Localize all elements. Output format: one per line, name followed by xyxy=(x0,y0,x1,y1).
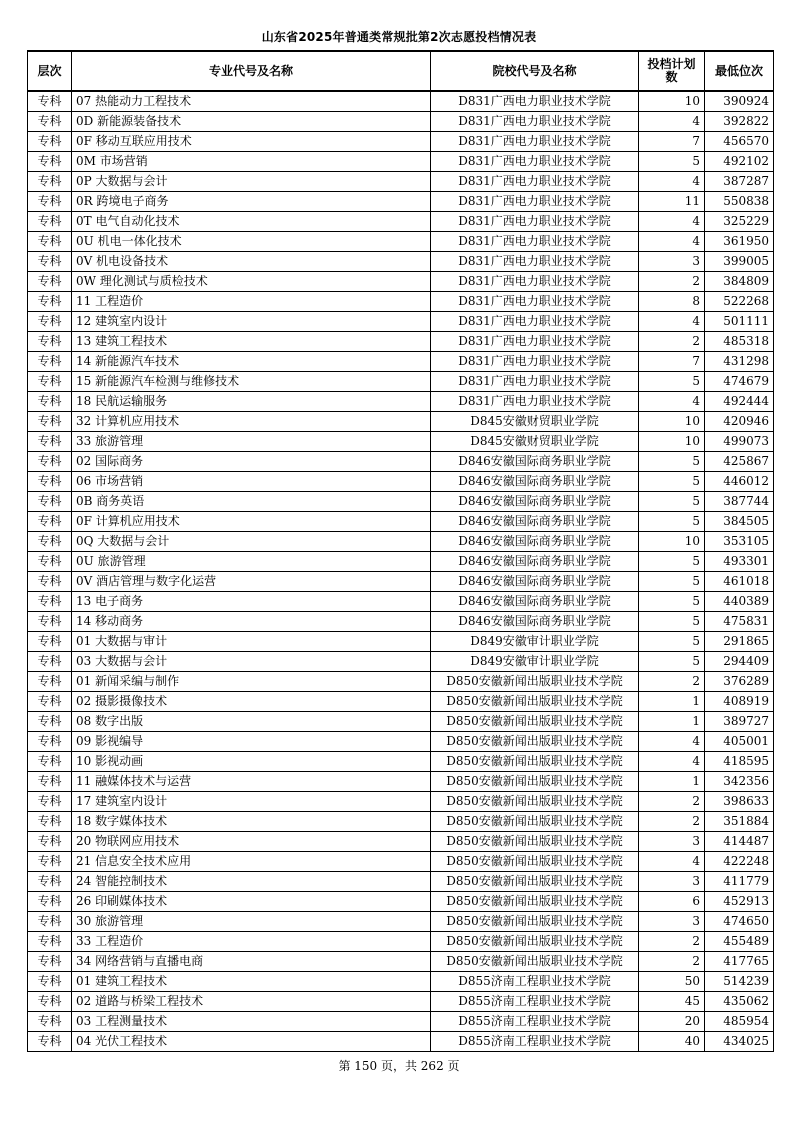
cell-major: 0M 市场营销 xyxy=(72,152,431,172)
cell-rank: 474650 xyxy=(705,912,774,932)
table-row xyxy=(28,872,774,892)
cell-major: 03 大数据与会计 xyxy=(72,652,431,672)
table-row xyxy=(28,772,774,792)
table-header-row xyxy=(28,51,774,91)
cell-level: 专科 xyxy=(28,772,72,792)
cell-plan: 1 xyxy=(639,692,705,712)
cell-rank: 501111 xyxy=(705,312,774,332)
cell-rank: 387744 xyxy=(705,492,774,512)
cell-plan: 5 xyxy=(639,612,705,632)
table-row xyxy=(28,952,774,972)
table-row xyxy=(28,252,774,272)
cell-rank: 474679 xyxy=(705,372,774,392)
cell-major: 20 物联网应用技术 xyxy=(72,832,431,852)
cell-plan: 2 xyxy=(639,332,705,352)
cell-level: 专科 xyxy=(28,492,72,512)
cell-school: D831广西电力职业技术学院 xyxy=(431,352,639,372)
cell-plan: 4 xyxy=(639,392,705,412)
cell-level: 专科 xyxy=(28,452,72,472)
cell-major: 0B 商务英语 xyxy=(72,492,431,512)
cell-major: 15 新能源汽车检测与维修技术 xyxy=(72,372,431,392)
cell-plan: 5 xyxy=(639,452,705,472)
cell-plan: 2 xyxy=(639,812,705,832)
admission-table xyxy=(27,50,774,1052)
cell-level: 专科 xyxy=(28,532,72,552)
cell-rank: 431298 xyxy=(705,352,774,372)
cell-plan: 2 xyxy=(639,932,705,952)
cell-school: D850安徽新闻出版职业技术学院 xyxy=(431,692,639,712)
cell-major: 01 新闻采编与制作 xyxy=(72,672,431,692)
cell-school: D831广西电力职业技术学院 xyxy=(431,272,639,292)
cell-level: 专科 xyxy=(28,152,72,172)
table-row xyxy=(28,692,774,712)
table-row xyxy=(28,832,774,852)
table-row xyxy=(28,232,774,252)
cell-major: 0F 移动互联应用技术 xyxy=(72,132,431,152)
cell-level: 专科 xyxy=(28,692,72,712)
cell-level: 专科 xyxy=(28,332,72,352)
cell-level: 专科 xyxy=(28,832,72,852)
cell-rank: 475831 xyxy=(705,612,774,632)
cell-level: 专科 xyxy=(28,372,72,392)
cell-plan: 3 xyxy=(639,872,705,892)
cell-school: D855济南工程职业技术学院 xyxy=(431,1032,639,1052)
cell-school: D831广西电力职业技术学院 xyxy=(431,91,639,112)
cell-major: 34 网络营销与直播电商 xyxy=(72,952,431,972)
table-row xyxy=(28,712,774,732)
cell-major: 26 印刷媒体技术 xyxy=(72,892,431,912)
cell-school: D831广西电力职业技术学院 xyxy=(431,212,639,232)
cell-school: D831广西电力职业技术学院 xyxy=(431,252,639,272)
cell-plan: 10 xyxy=(639,91,705,112)
cell-school: D850安徽新闻出版职业技术学院 xyxy=(431,792,639,812)
table-row xyxy=(28,632,774,652)
cell-major: 02 摄影摄像技术 xyxy=(72,692,431,712)
cell-level: 专科 xyxy=(28,932,72,952)
cell-level: 专科 xyxy=(28,312,72,332)
cell-level: 专科 xyxy=(28,952,72,972)
cell-school: D831广西电力职业技术学院 xyxy=(431,232,639,252)
cell-plan: 4 xyxy=(639,172,705,192)
cell-school: D850安徽新闻出版职业技术学院 xyxy=(431,892,639,912)
table-row xyxy=(28,452,774,472)
cell-rank: 384505 xyxy=(705,512,774,532)
cell-major: 08 数字出版 xyxy=(72,712,431,732)
header-plan-label: 投档计划数 xyxy=(647,57,696,84)
cell-rank: 446012 xyxy=(705,472,774,492)
table-row xyxy=(28,612,774,632)
cell-plan: 2 xyxy=(639,952,705,972)
cell-school: D846安徽国际商务职业学院 xyxy=(431,512,639,532)
cell-plan: 5 xyxy=(639,552,705,572)
cell-plan: 45 xyxy=(639,992,705,1012)
cell-rank: 411779 xyxy=(705,872,774,892)
cell-plan: 1 xyxy=(639,772,705,792)
cell-major: 09 影视编导 xyxy=(72,732,431,752)
cell-level: 专科 xyxy=(28,612,72,632)
cell-level: 专科 xyxy=(28,212,72,232)
cell-major: 11 工程造价 xyxy=(72,292,431,312)
cell-level: 专科 xyxy=(28,572,72,592)
cell-rank: 550838 xyxy=(705,192,774,212)
cell-rank: 342356 xyxy=(705,772,774,792)
table-row xyxy=(28,352,774,372)
cell-level: 专科 xyxy=(28,732,72,752)
table-row xyxy=(28,512,774,532)
cell-plan: 5 xyxy=(639,512,705,532)
cell-plan: 8 xyxy=(639,292,705,312)
table-row xyxy=(28,732,774,752)
cell-school: D846安徽国际商务职业学院 xyxy=(431,472,639,492)
cell-level: 专科 xyxy=(28,632,72,652)
cell-rank: 417765 xyxy=(705,952,774,972)
cell-plan: 40 xyxy=(639,1032,705,1052)
cell-level: 专科 xyxy=(28,412,72,432)
table-row xyxy=(28,432,774,452)
cell-level: 专科 xyxy=(28,992,72,1012)
cell-major: 0T 电气自动化技术 xyxy=(72,212,431,232)
cell-rank: 291865 xyxy=(705,632,774,652)
table-row xyxy=(28,272,774,292)
cell-plan: 10 xyxy=(639,412,705,432)
cell-plan: 1 xyxy=(639,712,705,732)
cell-rank: 420946 xyxy=(705,412,774,432)
cell-major: 06 市场营销 xyxy=(72,472,431,492)
cell-school: D831广西电力职业技术学院 xyxy=(431,392,639,412)
cell-school: D831广西电力职业技术学院 xyxy=(431,292,639,312)
cell-major: 30 旅游管理 xyxy=(72,912,431,932)
cell-rank: 392822 xyxy=(705,112,774,132)
table-row xyxy=(28,652,774,672)
cell-level: 专科 xyxy=(28,432,72,452)
cell-school: D850安徽新闻出版职业技术学院 xyxy=(431,812,639,832)
cell-plan: 3 xyxy=(639,832,705,852)
cell-major: 11 融媒体技术与运营 xyxy=(72,772,431,792)
cell-rank: 522268 xyxy=(705,292,774,312)
cell-plan: 7 xyxy=(639,352,705,372)
cell-level: 专科 xyxy=(28,592,72,612)
table-row xyxy=(28,812,774,832)
table-row xyxy=(28,992,774,1012)
cell-rank: 493301 xyxy=(705,552,774,572)
cell-school: D846安徽国际商务职业学院 xyxy=(431,492,639,512)
cell-major: 02 道路与桥梁工程技术 xyxy=(72,992,431,1012)
cell-plan: 4 xyxy=(639,732,705,752)
cell-rank: 405001 xyxy=(705,732,774,752)
cell-school: D846安徽国际商务职业学院 xyxy=(431,552,639,572)
cell-major: 32 计算机应用技术 xyxy=(72,412,431,432)
cell-plan: 5 xyxy=(639,592,705,612)
table-row xyxy=(28,552,774,572)
cell-level: 专科 xyxy=(28,652,72,672)
cell-plan: 6 xyxy=(639,892,705,912)
page-footer: 第 150 页，共 262 页 xyxy=(338,1059,460,1073)
cell-plan: 4 xyxy=(639,312,705,332)
cell-level: 专科 xyxy=(28,892,72,912)
table-row xyxy=(28,492,774,512)
cell-rank: 387287 xyxy=(705,172,774,192)
header-major: 专业代号及名称 xyxy=(72,51,431,91)
cell-school: D831广西电力职业技术学院 xyxy=(431,312,639,332)
cell-major: 01 大数据与审计 xyxy=(72,632,431,652)
table-row xyxy=(28,312,774,332)
cell-school: D831广西电力职业技术学院 xyxy=(431,112,639,132)
cell-rank: 485318 xyxy=(705,332,774,352)
cell-rank: 351884 xyxy=(705,812,774,832)
cell-level: 专科 xyxy=(28,512,72,532)
cell-level: 专科 xyxy=(28,292,72,312)
table-row xyxy=(28,1032,774,1052)
cell-school: D845安徽财贸职业学院 xyxy=(431,432,639,452)
cell-major: 0D 新能源装备技术 xyxy=(72,112,431,132)
cell-school: D855济南工程职业技术学院 xyxy=(431,1012,639,1032)
cell-plan: 7 xyxy=(639,132,705,152)
cell-school: D855济南工程职业技术学院 xyxy=(431,992,639,1012)
cell-plan: 5 xyxy=(639,572,705,592)
cell-plan: 5 xyxy=(639,492,705,512)
cell-rank: 455489 xyxy=(705,932,774,952)
cell-level: 专科 xyxy=(28,172,72,192)
table-row xyxy=(28,91,774,112)
cell-major: 0R 跨境电子商务 xyxy=(72,192,431,212)
cell-level: 专科 xyxy=(28,972,72,992)
cell-school: D831广西电力职业技术学院 xyxy=(431,172,639,192)
cell-school: D850安徽新闻出版职业技术学院 xyxy=(431,932,639,952)
cell-major: 18 民航运输服务 xyxy=(72,392,431,412)
cell-rank: 353105 xyxy=(705,532,774,552)
cell-major: 02 国际商务 xyxy=(72,452,431,472)
cell-school: D831广西电力职业技术学院 xyxy=(431,192,639,212)
table-row xyxy=(28,372,774,392)
table-row xyxy=(28,932,774,952)
cell-school: D846安徽国际商务职业学院 xyxy=(431,612,639,632)
cell-plan: 3 xyxy=(639,912,705,932)
cell-rank: 390924 xyxy=(705,91,774,112)
cell-plan: 2 xyxy=(639,272,705,292)
table-row xyxy=(28,792,774,812)
cell-level: 专科 xyxy=(28,91,72,112)
cell-plan: 5 xyxy=(639,472,705,492)
cell-school: D831广西电力职业技术学院 xyxy=(431,132,639,152)
cell-plan: 5 xyxy=(639,152,705,172)
cell-rank: 485954 xyxy=(705,1012,774,1032)
cell-major: 33 旅游管理 xyxy=(72,432,431,452)
table-row xyxy=(28,192,774,212)
cell-major: 07 热能动力工程技术 xyxy=(72,91,431,112)
table-row xyxy=(28,752,774,772)
cell-major: 03 工程测量技术 xyxy=(72,1012,431,1032)
cell-plan: 4 xyxy=(639,852,705,872)
cell-school: D831广西电力职业技术学院 xyxy=(431,152,639,172)
cell-major: 24 智能控制技术 xyxy=(72,872,431,892)
cell-level: 专科 xyxy=(28,272,72,292)
table-row xyxy=(28,212,774,232)
cell-level: 专科 xyxy=(28,252,72,272)
cell-plan: 50 xyxy=(639,972,705,992)
cell-plan: 4 xyxy=(639,752,705,772)
cell-plan: 3 xyxy=(639,252,705,272)
cell-level: 专科 xyxy=(28,1012,72,1032)
cell-rank: 492444 xyxy=(705,392,774,412)
cell-level: 专科 xyxy=(28,192,72,212)
cell-major: 10 影视动画 xyxy=(72,752,431,772)
table-row xyxy=(28,132,774,152)
cell-level: 专科 xyxy=(28,812,72,832)
cell-rank: 398633 xyxy=(705,792,774,812)
table-row xyxy=(28,292,774,312)
cell-rank: 408919 xyxy=(705,692,774,712)
cell-plan: 4 xyxy=(639,212,705,232)
cell-major: 14 新能源汽车技术 xyxy=(72,352,431,372)
table-body xyxy=(28,91,774,1052)
cell-major: 18 数字媒体技术 xyxy=(72,812,431,832)
cell-major: 13 建筑工程技术 xyxy=(72,332,431,352)
cell-rank: 452913 xyxy=(705,892,774,912)
cell-major: 12 建筑室内设计 xyxy=(72,312,431,332)
table-row xyxy=(28,592,774,612)
cell-level: 专科 xyxy=(28,472,72,492)
cell-school: D831广西电力职业技术学院 xyxy=(431,372,639,392)
header-school: 院校代号及名称 xyxy=(431,51,639,91)
cell-rank: 425867 xyxy=(705,452,774,472)
cell-level: 专科 xyxy=(28,712,72,732)
cell-major: 0P 大数据与会计 xyxy=(72,172,431,192)
cell-rank: 399005 xyxy=(705,252,774,272)
cell-school: D850安徽新闻出版职业技术学院 xyxy=(431,912,639,932)
cell-major: 0V 酒店管理与数字化运营 xyxy=(72,572,431,592)
cell-plan: 5 xyxy=(639,372,705,392)
cell-school: D850安徽新闻出版职业技术学院 xyxy=(431,872,639,892)
cell-level: 专科 xyxy=(28,672,72,692)
cell-plan: 4 xyxy=(639,112,705,132)
cell-rank: 422248 xyxy=(705,852,774,872)
cell-rank: 456570 xyxy=(705,132,774,152)
cell-major: 0U 机电一体化技术 xyxy=(72,232,431,252)
cell-rank: 384809 xyxy=(705,272,774,292)
cell-level: 专科 xyxy=(28,752,72,772)
table-row xyxy=(28,472,774,492)
cell-major: 01 建筑工程技术 xyxy=(72,972,431,992)
cell-major: 0U 旅游管理 xyxy=(72,552,431,572)
header-plan xyxy=(639,51,705,91)
cell-level: 专科 xyxy=(28,352,72,372)
cell-school: D846安徽国际商务职业学院 xyxy=(431,572,639,592)
cell-school: D849安徽审计职业学院 xyxy=(431,632,639,652)
cell-plan: 10 xyxy=(639,432,705,452)
cell-rank: 414487 xyxy=(705,832,774,852)
cell-major: 0Q 大数据与会计 xyxy=(72,532,431,552)
cell-level: 专科 xyxy=(28,392,72,412)
table-row xyxy=(28,672,774,692)
cell-school: D850安徽新闻出版职业技术学院 xyxy=(431,732,639,752)
cell-level: 专科 xyxy=(28,792,72,812)
cell-level: 专科 xyxy=(28,852,72,872)
cell-school: D846安徽国际商务职业学院 xyxy=(431,452,639,472)
cell-school: D850安徽新闻出版职业技术学院 xyxy=(431,712,639,732)
cell-plan: 11 xyxy=(639,192,705,212)
table-row xyxy=(28,112,774,132)
cell-rank: 514239 xyxy=(705,972,774,992)
cell-level: 专科 xyxy=(28,132,72,152)
table-row xyxy=(28,412,774,432)
cell-rank: 361950 xyxy=(705,232,774,252)
cell-major: 0V 机电设备技术 xyxy=(72,252,431,272)
cell-school: D850安徽新闻出版职业技术学院 xyxy=(431,832,639,852)
cell-plan: 5 xyxy=(639,632,705,652)
cell-plan: 2 xyxy=(639,792,705,812)
cell-level: 专科 xyxy=(28,912,72,932)
cell-rank: 294409 xyxy=(705,652,774,672)
cell-plan: 10 xyxy=(639,532,705,552)
table-row xyxy=(28,572,774,592)
cell-rank: 389727 xyxy=(705,712,774,732)
header-level: 层次 xyxy=(28,51,72,91)
cell-school: D845安徽财贸职业学院 xyxy=(431,412,639,432)
cell-school: D855济南工程职业技术学院 xyxy=(431,972,639,992)
cell-school: D850安徽新闻出版职业技术学院 xyxy=(431,672,639,692)
table-row xyxy=(28,392,774,412)
page-title: 山东省2025年普通类常规批第2次志愿投档情况表 xyxy=(261,30,537,44)
cell-school: D846安徽国际商务职业学院 xyxy=(431,592,639,612)
cell-school: D850安徽新闻出版职业技术学院 xyxy=(431,752,639,772)
cell-school: D849安徽审计职业学院 xyxy=(431,652,639,672)
cell-major: 17 建筑室内设计 xyxy=(72,792,431,812)
cell-school: D846安徽国际商务职业学院 xyxy=(431,532,639,552)
table-row xyxy=(28,852,774,872)
table-row xyxy=(28,912,774,932)
cell-rank: 376289 xyxy=(705,672,774,692)
cell-major: 0W 理化测试与质检技术 xyxy=(72,272,431,292)
cell-level: 专科 xyxy=(28,112,72,132)
cell-rank: 434025 xyxy=(705,1032,774,1052)
cell-major: 0F 计算机应用技术 xyxy=(72,512,431,532)
table-row xyxy=(28,152,774,172)
cell-major: 21 信息安全技术应用 xyxy=(72,852,431,872)
table-row xyxy=(28,892,774,912)
cell-major: 33 工程造价 xyxy=(72,932,431,952)
table-row xyxy=(28,332,774,352)
cell-plan: 4 xyxy=(639,232,705,252)
table-row xyxy=(28,972,774,992)
cell-major: 13 电子商务 xyxy=(72,592,431,612)
cell-rank: 435062 xyxy=(705,992,774,1012)
cell-rank: 440389 xyxy=(705,592,774,612)
cell-rank: 325229 xyxy=(705,212,774,232)
cell-rank: 461018 xyxy=(705,572,774,592)
cell-school: D831广西电力职业技术学院 xyxy=(431,332,639,352)
cell-major: 14 移动商务 xyxy=(72,612,431,632)
cell-major: 04 光伏工程技术 xyxy=(72,1032,431,1052)
cell-level: 专科 xyxy=(28,872,72,892)
cell-school: D850安徽新闻出版职业技术学院 xyxy=(431,952,639,972)
table-row xyxy=(28,1012,774,1032)
cell-school: D850安徽新闻出版职业技术学院 xyxy=(431,772,639,792)
cell-level: 专科 xyxy=(28,1032,72,1052)
cell-level: 专科 xyxy=(28,232,72,252)
cell-plan: 2 xyxy=(639,672,705,692)
cell-level: 专科 xyxy=(28,552,72,572)
table-row xyxy=(28,172,774,192)
cell-school: D850安徽新闻出版职业技术学院 xyxy=(431,852,639,872)
cell-plan: 20 xyxy=(639,1012,705,1032)
cell-plan: 5 xyxy=(639,652,705,672)
cell-rank: 418595 xyxy=(705,752,774,772)
cell-rank: 499073 xyxy=(705,432,774,452)
table-row xyxy=(28,532,774,552)
header-rank: 最低位次 xyxy=(705,51,774,91)
cell-rank: 492102 xyxy=(705,152,774,172)
